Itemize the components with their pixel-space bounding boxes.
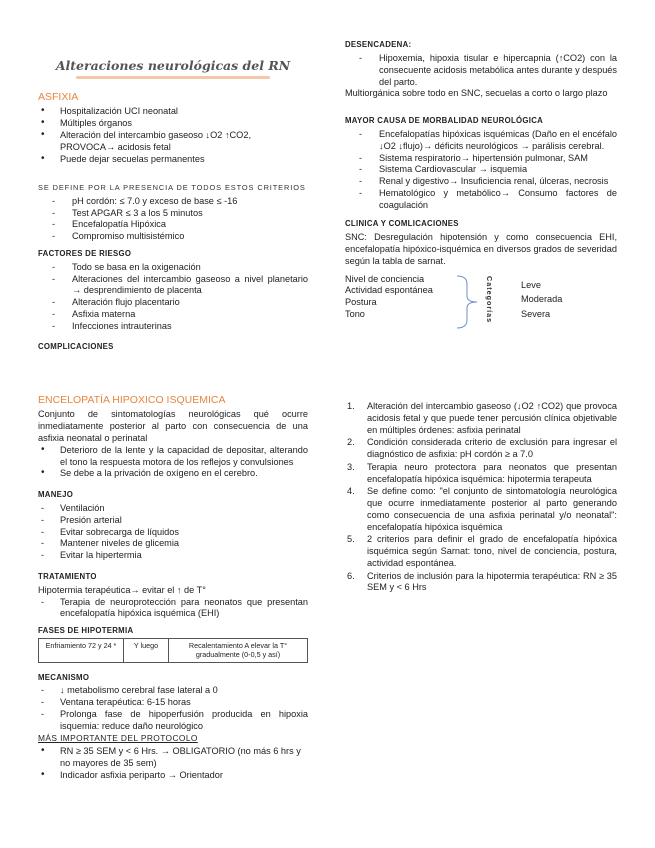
list-item: 4. Se define como: "el conjunto de sintomatología neurológica que ocurre inmediatamente posterior al parto generando como consecuencia de una asfixia perinatal y/o neonatal": encefalopatía hipóxica isquémica: [347, 486, 617, 532]
list-item: - Encefalopatías hipóxicas isquémicas (Daño en el encéfalo ↓O2 ↓flujo)→ déficits neurológicos → parálisis cerebral.: [345, 129, 617, 153]
list-item: - Presión arterial: [38, 515, 308, 527]
list-item: - Encefalopatía Hipóxica: [38, 219, 308, 231]
clinica-heading: CLINICA Y COMLICACIONES: [345, 219, 459, 229]
list-item: Actividad espontánea: [345, 285, 433, 296]
fases-table: [38, 638, 308, 662]
morbilidad-list: [345, 129, 617, 211]
complicaciones-heading: COMPLICACIONES: [38, 342, 114, 352]
list-item: - Prolonga fase de hipoperfusión producida en hipoxia isquemia: reduce daño neurológico: [38, 709, 308, 733]
list-item: • Indicador asfixia periparto → Orientador: [38, 770, 308, 782]
list-item: - Test APGAR ≤ 3 a los 5 minutos: [38, 208, 308, 220]
list-item: • Puede dejar secuelas permanentes: [38, 154, 308, 166]
tratamiento-list: [38, 597, 308, 621]
sarnat-categories: [345, 274, 617, 330]
list-item: - Ventilación: [38, 503, 308, 515]
list-item: 2. Condición considerada criterio de exclusión para ingresar el diagnóstico de asfixia: pH cordón ≥ a 7.0: [347, 437, 617, 460]
list-item: 3. Terapia neuro protectora para neonatos que presentan encefalopatía hipóxica isquémica: hipotermia terapeuta: [347, 461, 617, 484]
list-item: - Ventana terapéutica: 6-15 horas: [38, 697, 308, 709]
right-column-lower: [345, 401, 617, 595]
list-item: Severa: [521, 309, 551, 320]
right-column: [345, 40, 617, 330]
criterios-list: [38, 196, 308, 243]
list-item: Nivel de conciencia: [345, 273, 425, 284]
list-item: - Todo se basa en la oxigenación: [38, 262, 308, 274]
numbered-list: [345, 401, 617, 594]
list-item: - Evitar sobrecarga de líquidos: [38, 527, 308, 539]
list-item: Moderada: [521, 294, 563, 305]
list-item: Leve: [521, 279, 541, 290]
list-item: - pH cordón: ≤ 7.0 y exceso de base ≤ -16: [38, 196, 308, 208]
list-item: - Sistema respiratorio→ hipertensión pulmonar, SAM: [345, 153, 617, 165]
fases-heading: FASES DE HIPOTERMIA: [38, 626, 134, 636]
asfixia-heading: ASFIXIA: [38, 91, 79, 103]
list-item: Tono: [345, 308, 365, 319]
list-item: - Hematológico y metabólico→ Consumo factores de coagulación: [345, 188, 617, 212]
list-item: - Mantener niveles de glicemia: [38, 538, 308, 550]
encefalopatia-heading: ENCELOPATÍA HIPOXICO ISQUEMICA: [38, 394, 226, 406]
sarnat-criteria: [345, 274, 433, 321]
list-item: • RN ≥ 35 SEM y < 6 Hrs. → OBLIGATORIO (no más 6 hrs y no mayores de 35 sem): [38, 746, 308, 770]
title-highlight: [76, 76, 270, 79]
encefalopatia-intro: Conjunto de sintomatologías neurológicas qué ocurre inmediatamente posterior al parto con consecuencia de una asfixia neonatal o perinatal: [38, 409, 308, 443]
table-cell: Recalentamiento A elevar la T° gradualmente (0-0,5 y así): [169, 639, 308, 662]
left-column-lower: [38, 394, 308, 782]
table-row: [39, 639, 308, 662]
desencadena-after: Multiorgánica sobre todo en SNC, secuelas a corto o largo plazo: [345, 88, 608, 99]
list-item: 5. 2 criterios para definir el grado de encefalopatía hipóxica isquémica según Sarnat: tono, nivel de conciencia, postura, actividad espontánea.: [347, 534, 617, 568]
list-item: • Se debe a la privación de oxígeno en el cerebro.: [38, 468, 308, 480]
left-column: [38, 56, 308, 355]
riesgo-list: [38, 262, 308, 333]
asfixia-list: [38, 106, 308, 165]
protocolo-heading: MÁS IMPORTANTE DEL PROTOCOLO: [38, 732, 198, 743]
list-item: - Alteraciones del intercambio gaseoso a nivel planetario → desprendimiento de placenta: [38, 274, 308, 298]
list-item: • Deterioro de la lente y la capacidad de depositar, alterando el tono la respuesta motora de los reflejos y convulsiones: [38, 445, 308, 469]
list-item: 6. Criterios de inclusión para la hipotermia terapéutica: RN ≥ 35 SEM y < 6 Hrs: [347, 570, 617, 593]
mecanismo-list: [38, 685, 308, 732]
clinica-text: SNC: Desregulación hipotensión y como consecuencia EHI, encefalopatía hipóxico-isquémica en diversos grados de severidad según la tabla de sarnat.: [345, 232, 617, 266]
manejo-heading: MANEJO: [38, 490, 74, 500]
page-title: Alteraciones neurológicas del RN: [55, 58, 291, 73]
list-item: - Alteración flujo placentario: [38, 297, 308, 309]
list-item: - Sistema Cardiovascular → isquemia: [345, 164, 617, 176]
criterios-heading: SE DEFINE POR LA PRESENCIA DE TODOS ESTOS CRITERIOS: [38, 183, 306, 193]
list-item: - Asfixia materna: [38, 309, 308, 321]
encefalopatia-list: [38, 445, 308, 480]
tratamiento-heading: TRATAMIENTO: [38, 571, 97, 581]
list-item: Postura: [345, 297, 377, 308]
mecanismo-heading: MECANISMO: [38, 672, 90, 682]
list-item: - Compromiso multisistémico: [38, 231, 308, 243]
list-item: • Alteración del intercambio gaseoso ↓O2 ↑CO2, PROVOCA→ acidosis fetal: [38, 130, 308, 154]
table-cell: Enfriamiento 72 y 24 *: [39, 639, 124, 662]
tratamiento-intro: Hipotermia terapéutica→ evitar el ↑ de T°: [38, 584, 206, 595]
morbilidad-heading: MAYOR CAUSA DE MORBALIDAD NEUROLÓGICA: [345, 116, 544, 126]
list-item: - Infecciones intrauterinas: [38, 321, 308, 333]
riesgo-heading: FACTORES DE RIESGO: [38, 248, 132, 258]
list-item: - Hipoxemia, hipoxia tisular e hipercapnia (↑CO2) con la consecuente acidosis metabólica antes durante y después del parto.: [345, 53, 617, 88]
list-item: 1. Alteración del intercambio gaseoso (↓O2 ↑CO2) que provoca acidosis fetal y que puede tener percusión clínica objetivable en múltiples órdenes: asfixia perinatal: [347, 401, 617, 435]
protocolo-list: [38, 746, 308, 781]
table-cell: Y luego: [124, 639, 169, 662]
categorias-label: Categorías: [485, 275, 495, 323]
list-item: - ↓ metabolismo cerebral fase lateral a 0: [38, 685, 308, 697]
desencadena-heading: DESENCADENA:: [345, 40, 412, 49]
manejo-list: [38, 503, 308, 562]
list-item: • Múltiples órganos: [38, 118, 308, 130]
list-item: - Terapia de neuroprotección para neonatos que presentan encefalopatía hipóxica isquémica (EHI): [38, 597, 308, 621]
severity-levels: [521, 280, 562, 321]
list-item: - Renal y digestivo→ Insuficiencia renal, úlceras, necrosis: [345, 176, 617, 188]
desencadena-list: [345, 53, 617, 88]
list-item: • Hospitalización UCI neonatal: [38, 106, 308, 118]
brace-icon: [453, 274, 483, 330]
list-item: - Evitar la hipertermia: [38, 550, 308, 562]
